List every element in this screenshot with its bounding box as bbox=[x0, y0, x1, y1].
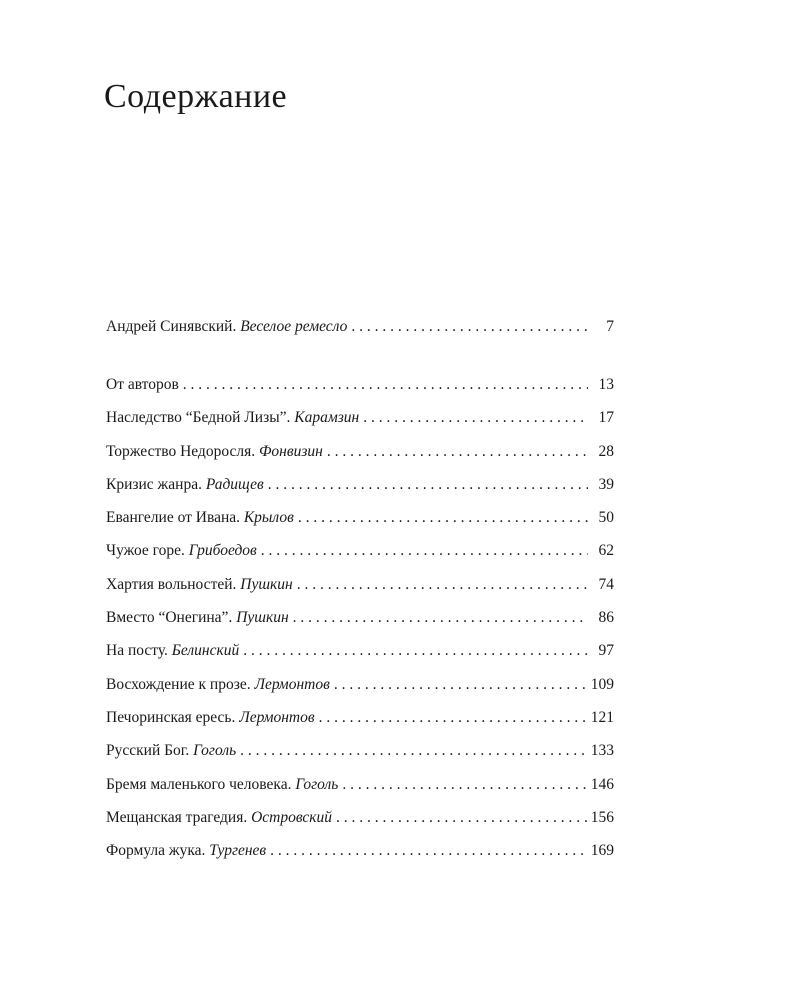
toc-list bbox=[106, 368, 614, 867]
entry-author: Фонвизин bbox=[258, 442, 323, 460]
entry-title-text: Хартия вольностей. bbox=[106, 575, 241, 593]
toc-entry[interactable] bbox=[106, 734, 614, 767]
entry-title-text: Торжество Недоросля. bbox=[106, 442, 259, 460]
toc-entry[interactable] bbox=[106, 768, 614, 801]
dot-leader bbox=[261, 534, 588, 567]
dot-leader bbox=[297, 568, 588, 601]
entry-title bbox=[106, 601, 289, 634]
entry-title bbox=[106, 634, 239, 667]
entry-title-text: Формула жука. bbox=[106, 842, 210, 860]
toc-entry[interactable] bbox=[106, 701, 614, 734]
entry-author: Гоголь bbox=[295, 775, 339, 793]
page-number: 121 bbox=[590, 708, 614, 726]
page-number: 86 bbox=[598, 609, 614, 627]
entry-title-text: От авторов bbox=[106, 376, 179, 393]
dot-leader bbox=[293, 601, 588, 634]
toc-entry[interactable] bbox=[106, 668, 614, 701]
entry-author: Крылов bbox=[243, 509, 294, 527]
dot-leader bbox=[319, 701, 587, 734]
dot-leader bbox=[268, 468, 588, 501]
entry-title bbox=[106, 534, 257, 567]
entry-title bbox=[106, 401, 359, 434]
entry-title-text: Бремя маленького человека. bbox=[106, 775, 296, 793]
dot-leader bbox=[240, 734, 587, 767]
dot-leader bbox=[334, 668, 587, 701]
page-number: 17 bbox=[598, 409, 614, 427]
entry-author: Пушкин bbox=[236, 609, 289, 627]
toc-entry[interactable] bbox=[106, 310, 614, 343]
page-number: 62 bbox=[598, 542, 614, 560]
entry-title-text: Печоринская ересь. bbox=[106, 708, 240, 726]
dot-leader bbox=[327, 435, 588, 468]
dot-leader bbox=[270, 834, 587, 867]
entry-title bbox=[106, 834, 266, 867]
entry-author: Тургенев bbox=[209, 842, 267, 860]
entry-title bbox=[106, 501, 294, 534]
dot-leader bbox=[351, 310, 588, 343]
entry-author: Лермонтов bbox=[254, 675, 330, 693]
toc-entry[interactable] bbox=[106, 468, 614, 501]
entry-author: Грибоедов bbox=[188, 542, 257, 560]
entry-title bbox=[106, 668, 330, 701]
page-number: 74 bbox=[598, 575, 614, 593]
toc-entry[interactable] bbox=[106, 501, 614, 534]
page-title: Содержание bbox=[104, 78, 288, 115]
entry-title bbox=[106, 768, 338, 801]
entry-title-text: Наследство “Бедной Лизы”. bbox=[106, 409, 295, 427]
entry-title bbox=[106, 801, 332, 834]
dot-leader bbox=[243, 634, 588, 667]
page-number: 7 bbox=[606, 318, 614, 335]
toc-entry[interactable] bbox=[106, 634, 614, 667]
page-number: 28 bbox=[598, 442, 614, 460]
page-number: 109 bbox=[590, 675, 614, 693]
dot-leader bbox=[298, 501, 588, 534]
entry-author: Гоголь bbox=[193, 742, 237, 760]
dot-leader bbox=[183, 368, 588, 401]
page-number: 97 bbox=[598, 642, 614, 660]
toc-entry[interactable] bbox=[106, 401, 614, 434]
toc-entry[interactable] bbox=[106, 534, 614, 567]
dot-leader bbox=[336, 801, 587, 834]
toc-entry[interactable] bbox=[106, 601, 614, 634]
entry-author: Белинский bbox=[171, 642, 240, 660]
entry-author: Веселое ремесло bbox=[240, 318, 348, 335]
dot-leader bbox=[363, 401, 588, 434]
entry-title-text: Чужое горе. bbox=[106, 542, 189, 560]
entry-title-text: Мещанская трагедия. bbox=[106, 808, 252, 826]
entry-title bbox=[106, 310, 347, 343]
toc-entry[interactable] bbox=[106, 801, 614, 834]
toc-entry[interactable] bbox=[106, 435, 614, 468]
entry-author: Лермонтов bbox=[239, 708, 315, 726]
entry-author: Радищев bbox=[205, 475, 264, 493]
dot-leader bbox=[342, 768, 586, 801]
toc-entry[interactable] bbox=[106, 834, 614, 867]
entry-title-text: Андрей Синявский. bbox=[106, 318, 241, 335]
entry-title bbox=[106, 701, 315, 734]
page-number: 133 bbox=[590, 742, 614, 760]
toc-intro-list bbox=[106, 310, 614, 343]
entry-title bbox=[106, 568, 293, 601]
entry-author: Карамзин bbox=[294, 409, 360, 427]
page-number: 39 bbox=[598, 475, 614, 493]
page-number: 169 bbox=[590, 842, 614, 860]
entry-author: Островский bbox=[251, 808, 333, 826]
toc-entry[interactable] bbox=[106, 568, 614, 601]
toc-entry[interactable] bbox=[106, 368, 614, 401]
entry-title-text: Евангелие от Ивана. bbox=[106, 509, 244, 527]
entry-title bbox=[106, 734, 236, 767]
entry-author: Пушкин bbox=[240, 575, 293, 593]
page-number: 50 bbox=[598, 509, 614, 527]
entry-title-text: Кризис жанра. bbox=[106, 475, 206, 493]
entry-title bbox=[106, 435, 323, 468]
entry-title-text: Восхождение к прозе. bbox=[106, 675, 255, 693]
page-number: 13 bbox=[598, 376, 614, 393]
entry-title-text: Вместо “Онегина”. bbox=[106, 609, 237, 627]
entry-title-text: Русский Бог. bbox=[106, 742, 194, 760]
entry-title bbox=[106, 468, 264, 501]
entry-title bbox=[106, 368, 179, 401]
entry-title-text: На посту. bbox=[106, 642, 172, 660]
page-number: 156 bbox=[590, 808, 614, 826]
page-number: 146 bbox=[590, 775, 614, 793]
